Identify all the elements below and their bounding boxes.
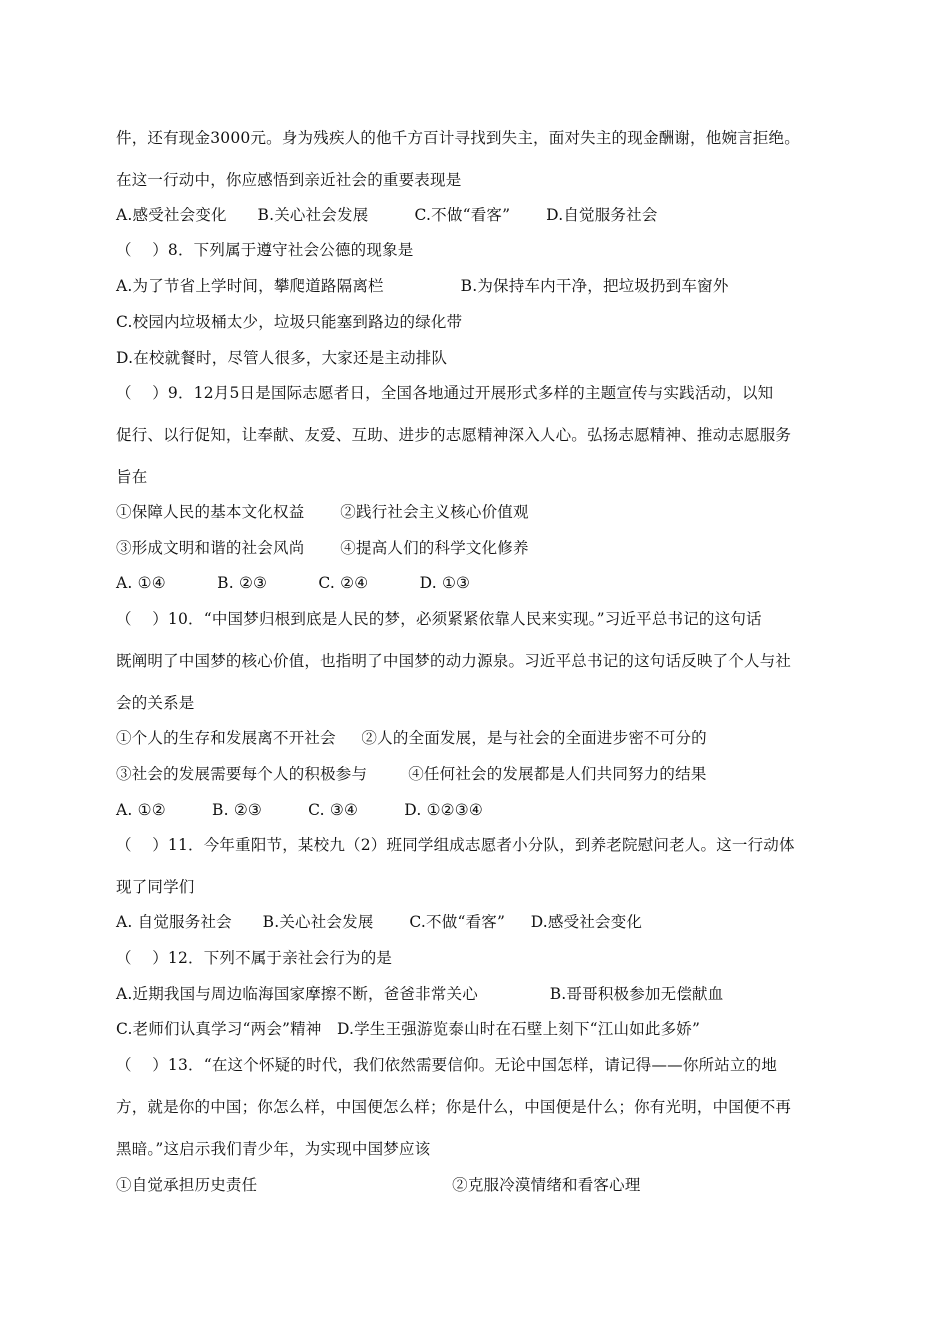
statements-line: ①保障人民的基本文化权益 ②践行社会主义核心价值观 xyxy=(116,503,529,521)
text-line: 旨在 xyxy=(116,468,148,486)
options-line: A.感受社会变化 B.关心社会发展 C.不做“看客” D.自觉服务社会 xyxy=(116,206,658,224)
options-line: A. 自觉服务社会 B.关心社会发展 C.不做“看客” D.感受社会变化 xyxy=(116,913,643,931)
text-line: 既阐明了中国梦的核心价值，也指明了中国梦的动力源泉。习近平总书记的这句话反映了个人与社 xyxy=(116,652,792,670)
question-8: （ ）8．下列属于遵守社会公德的现象是 xyxy=(116,241,414,259)
statements-line: ①自觉承担历史责任 ②克服冷漠情绪和看客心理 xyxy=(116,1176,641,1194)
text-line: 在这一行动中，你应感悟到亲近社会的重要表现是 xyxy=(116,171,462,189)
text-line: 件，还有现金3000元。身为残疾人的他千方百计寻找到失主，面对失主的现金酬谢，他婉言拒绝。 xyxy=(116,129,800,147)
question-13: （ ）13．“在这个怀疑的时代，我们依然需要信仰。无论中国怎样，请记得——你所站立的地 xyxy=(116,1056,778,1074)
options-line: A. ①② B. ②③ C. ③④ D. ①②③④ xyxy=(116,801,483,819)
options-line: C.校园内垃圾桶太少，垃圾只能塞到路边的绿化带 xyxy=(116,313,463,331)
text-line: 促行、以行促知，让奉献、友爱、互助、进步的志愿精神深入人心。弘扬志愿精神、推动志愿服务 xyxy=(116,426,792,444)
statements-line: ③形成文明和谐的社会风尚 ④提高人们的科学文化修养 xyxy=(116,539,529,557)
options-line: C.老师们认真学习“两会”精神 D.学生王强游览泰山时在石壁上刻下“江山如此多娇” xyxy=(116,1020,701,1038)
question-11: （ ）11．今年重阳节，某校九（2）班同学组成志愿者小分队，到养老院慰问老人。这一行动体 xyxy=(116,836,795,854)
text-line: 黑暗。”这启示我们青少年，为实现中国梦应该 xyxy=(116,1140,431,1158)
statements-line: ①个人的生存和发展离不开社会 ②人的全面发展，是与社会的全面进步密不可分的 xyxy=(116,729,707,747)
question-10: （ ）10．“中国梦归根到底是人民的梦，必须紧紧依靠人民来实现。”习近平总书记的这句话 xyxy=(116,610,762,628)
question-9: （ ）9．12月5日是国际志愿者日，全国各地通过开展形式多样的主题宣传与实践活动，以知 xyxy=(116,384,774,402)
options-line: A. ①④ B. ②③ C. ②④ D. ①③ xyxy=(116,574,471,592)
options-line: A.为了节省上学时间，攀爬道路隔离栏 B.为保持车内干净，把垃圾扔到车窗外 xyxy=(116,277,729,295)
statements-line: ③社会的发展需要每个人的积极参与 ④任何社会的发展都是人们共同努力的结果 xyxy=(116,765,707,783)
options-line: D.在校就餐时，尽管人很多，大家还是主动排队 xyxy=(116,349,448,367)
text-line: 方，就是你的中国；你怎么样，中国便怎么样；你是什么，中国便是什么；你有光明，中国便不再 xyxy=(116,1098,792,1116)
question-12: （ ）12．下列不属于亲社会行为的是 xyxy=(116,949,393,967)
text-line: 会的关系是 xyxy=(116,694,195,712)
options-line: A.近期我国与周边临海国家摩擦不断，爸爸非常关心 B.哥哥积极参加无偿献血 xyxy=(116,985,724,1003)
text-line: 现了同学们 xyxy=(116,878,195,896)
